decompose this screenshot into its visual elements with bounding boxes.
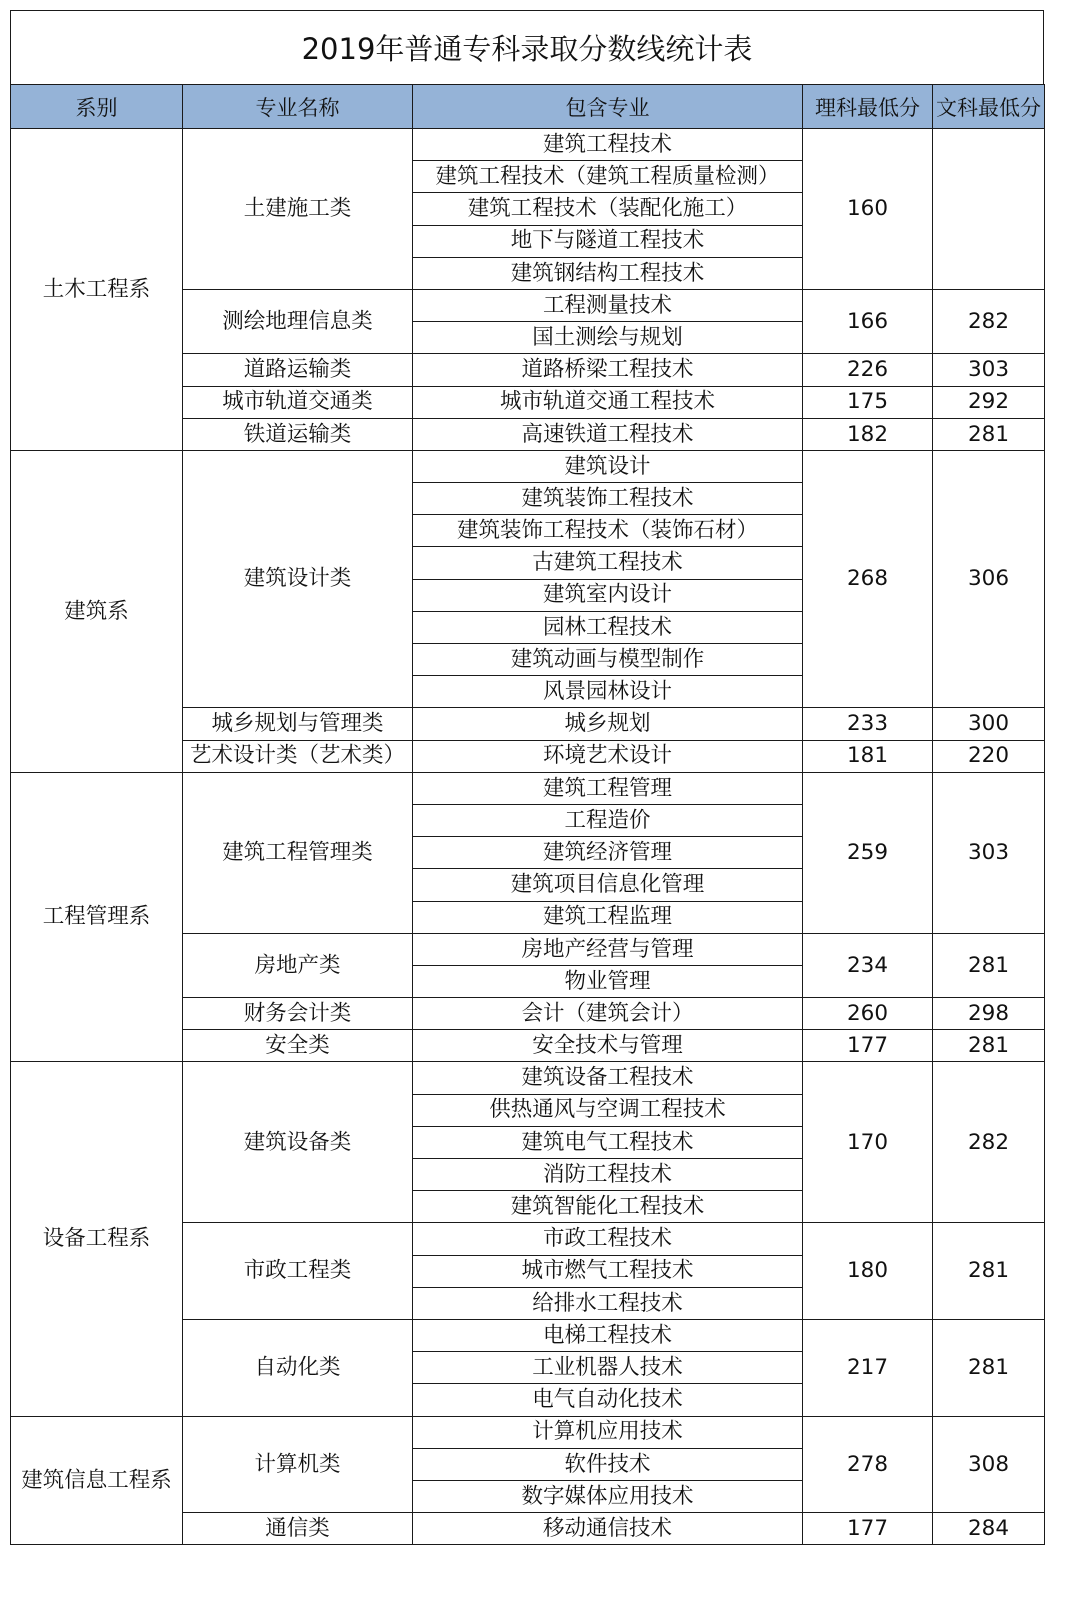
major-cell: 市政工程技术 [413,1223,803,1255]
science-min-cell: 166 [803,289,933,353]
category-cell: 财务会计类 [183,998,413,1030]
major-cell: 道路桥梁工程技术 [413,354,803,386]
major-cell: 建筑工程技术 [413,129,803,161]
major-cell: 计算机应用技术 [413,1416,803,1448]
table-body [11,129,1045,1545]
science-min-cell: 217 [803,1319,933,1416]
major-cell: 环境艺术设计 [413,740,803,772]
header-majors: 包含专业 [413,85,803,129]
major-cell: 工程造价 [413,804,803,836]
science-min-cell: 259 [803,772,933,933]
major-cell: 建筑项目信息化管理 [413,869,803,901]
major-cell: 风景园林设计 [413,676,803,708]
arts-min-cell: 281 [933,933,1045,997]
arts-min-cell: 281 [933,1319,1045,1416]
category-cell: 市政工程类 [183,1223,413,1320]
major-cell: 供热通风与空调工程技术 [413,1094,803,1126]
table-row [11,450,1045,482]
science-min-cell: 180 [803,1223,933,1320]
major-cell: 建筑智能化工程技术 [413,1191,803,1223]
category-cell: 房地产类 [183,933,413,997]
science-min-cell: 160 [803,129,933,290]
major-cell: 建筑室内设计 [413,579,803,611]
department-cell: 建筑信息工程系 [11,1416,183,1545]
category-cell: 建筑设计类 [183,450,413,708]
major-cell: 数字媒体应用技术 [413,1480,803,1512]
major-cell: 物业管理 [413,965,803,997]
major-cell: 建筑装饰工程技术（装饰石材） [413,515,803,547]
major-cell: 安全技术与管理 [413,1030,803,1062]
major-cell: 软件技术 [413,1448,803,1480]
major-cell: 给排水工程技术 [413,1287,803,1319]
science-min-cell: 226 [803,354,933,386]
table-row [11,129,1045,161]
science-min-cell: 233 [803,708,933,740]
major-cell: 建筑装饰工程技术 [413,483,803,515]
science-min-cell: 175 [803,386,933,418]
major-cell: 电梯工程技术 [413,1319,803,1351]
major-cell: 消防工程技术 [413,1159,803,1191]
category-cell: 建筑设备类 [183,1062,413,1223]
major-cell: 建筑工程技术（装配化施工） [413,193,803,225]
header-category: 专业名称 [183,85,413,129]
category-cell: 建筑工程管理类 [183,772,413,933]
major-cell: 建筑工程管理 [413,772,803,804]
science-min-cell: 182 [803,418,933,450]
major-cell: 工业机器人技术 [413,1352,803,1384]
arts-min-cell: 292 [933,386,1045,418]
department-cell: 设备工程系 [11,1062,183,1416]
major-cell: 建筑动画与模型制作 [413,644,803,676]
major-cell: 工程测量技术 [413,289,803,321]
header-row [11,85,1045,129]
major-cell: 古建筑工程技术 [413,547,803,579]
science-min-cell: 234 [803,933,933,997]
arts-min-cell: 284 [933,1513,1045,1545]
table-row [11,1416,1045,1448]
major-cell: 建筑经济管理 [413,837,803,869]
science-min-cell: 170 [803,1062,933,1223]
arts-min-cell: 306 [933,450,1045,708]
department-cell: 土木工程系 [11,129,183,451]
category-cell: 土建施工类 [183,129,413,290]
major-cell: 会计（建筑会计） [413,998,803,1030]
category-cell: 城市轨道交通类 [183,386,413,418]
science-min-cell: 177 [803,1030,933,1062]
category-cell: 测绘地理信息类 [183,289,413,353]
header-arts-min: 文科最低分 [933,85,1045,129]
major-cell: 高速铁道工程技术 [413,418,803,450]
major-cell: 建筑设备工程技术 [413,1062,803,1094]
arts-min-cell: 282 [933,1062,1045,1223]
category-cell: 自动化类 [183,1319,413,1416]
table-row [11,772,1045,804]
major-cell: 移动通信技术 [413,1513,803,1545]
major-cell: 建筑工程监理 [413,901,803,933]
arts-min-cell: 303 [933,772,1045,933]
major-cell: 房地产经营与管理 [413,933,803,965]
category-cell: 通信类 [183,1513,413,1545]
major-cell: 电气自动化技术 [413,1384,803,1416]
major-cell: 建筑钢结构工程技术 [413,257,803,289]
category-cell: 计算机类 [183,1416,413,1513]
science-min-cell: 260 [803,998,933,1030]
table-title: 2019年普通专科录取分数线统计表 [10,10,1044,84]
arts-min-cell: 308 [933,1416,1045,1513]
category-cell: 道路运输类 [183,354,413,386]
arts-min-cell: 220 [933,740,1045,772]
arts-min-cell: 303 [933,354,1045,386]
header-department: 系别 [11,85,183,129]
category-cell: 铁道运输类 [183,418,413,450]
major-cell: 建筑设计 [413,450,803,482]
category-cell: 城乡规划与管理类 [183,708,413,740]
department-cell: 工程管理系 [11,772,183,1062]
category-cell: 艺术设计类（艺术类） [183,740,413,772]
science-min-cell: 177 [803,1513,933,1545]
major-cell: 城市燃气工程技术 [413,1255,803,1287]
science-min-cell: 181 [803,740,933,772]
major-cell: 国土测绘与规划 [413,322,803,354]
category-cell: 安全类 [183,1030,413,1062]
arts-min-cell [933,129,1045,290]
science-min-cell: 278 [803,1416,933,1513]
arts-min-cell: 300 [933,708,1045,740]
score-table [10,84,1045,1545]
major-cell: 建筑工程技术（建筑工程质量检测） [413,161,803,193]
major-cell: 园林工程技术 [413,611,803,643]
header-science-min: 理科最低分 [803,85,933,129]
arts-min-cell: 282 [933,289,1045,353]
major-cell: 城乡规划 [413,708,803,740]
arts-min-cell: 281 [933,418,1045,450]
science-min-cell: 268 [803,450,933,708]
department-cell: 建筑系 [11,450,183,772]
major-cell: 地下与隧道工程技术 [413,225,803,257]
table-row [11,1062,1045,1094]
arts-min-cell: 281 [933,1030,1045,1062]
arts-min-cell: 281 [933,1223,1045,1320]
major-cell: 城市轨道交通工程技术 [413,386,803,418]
score-sheet [10,10,1044,1545]
major-cell: 建筑电气工程技术 [413,1126,803,1158]
arts-min-cell: 298 [933,998,1045,1030]
